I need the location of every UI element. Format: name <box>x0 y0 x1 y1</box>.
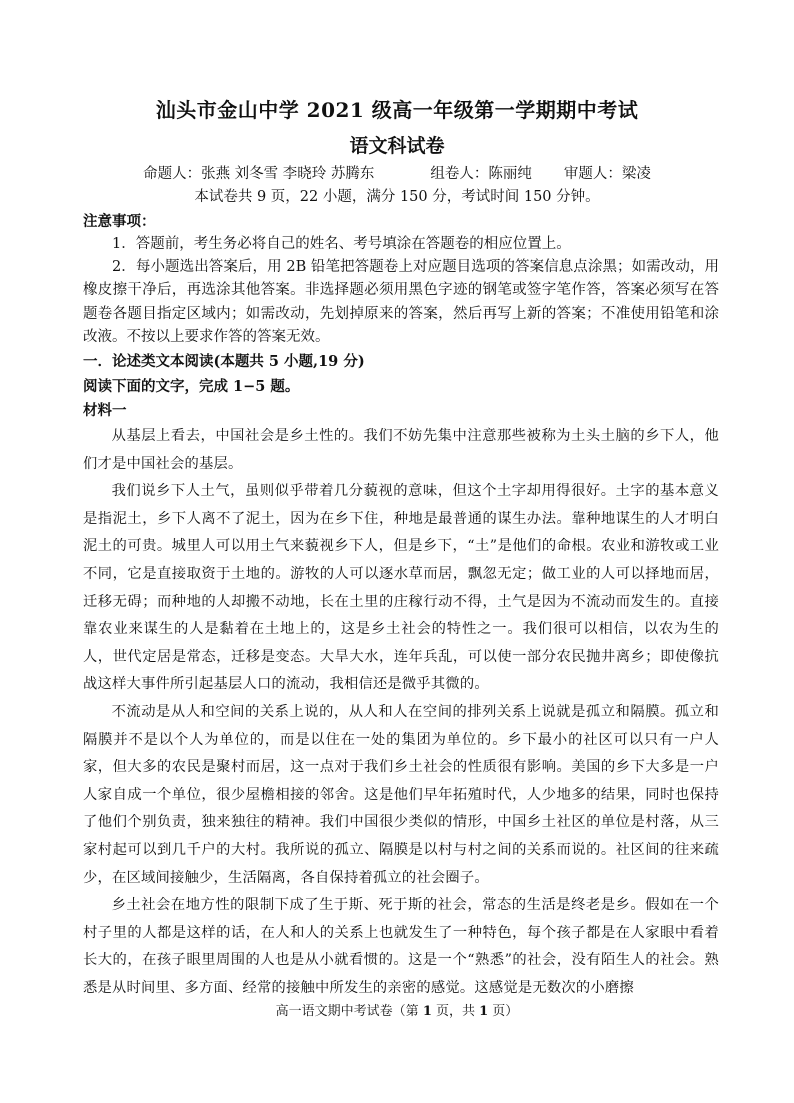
passage-paragraph: 乡土社会在地方性的限制下成了生于斯、死于斯的社会，常态的生活是终老是乡。假如在一个村子里的人都是这样的话，在人和人的关系上也就发生了一种特色，每个孩子都是在人家眼中看着长大的，在孩子眼里周围的人也是从小就看惯的。这是一个“熟悉”的社会，没有陌生人的社会。熟悉是从时间里、多方面、经常的接触中所发生的亲密的感觉。这感觉是无数次的小磨擦 <box>83 897 719 996</box>
exam-title: 汕头市金山中学 2021 级高一年级第一学期期中考试 <box>155 98 639 122</box>
staff-line <box>0 162 794 183</box>
exam-info: 本试卷共 9 页，22 小题，满分 150 分，考试时间 150 分钟。 <box>194 189 600 205</box>
page-footer <box>0 1000 794 1019</box>
footer-prefix: 高一语文期中考试卷（第 <box>275 1004 423 1019</box>
footer-middle: 页，共 <box>431 1004 480 1019</box>
section-heading: 一．论述类文本阅读(本题共 5 小题,19 分) <box>83 353 365 371</box>
exam-subtitle: 语文科试卷 <box>349 135 445 157</box>
notes-list <box>83 233 719 349</box>
section-instruction: 阅读下面的文字，完成 1−5 题。 <box>83 378 300 396</box>
reviewer: 审题人：梁凌 <box>563 166 651 182</box>
note-item: 2．每小题选出答案后，用 2B 铅笔把答题卷上对应题目选项的答案信息点涂黑；如需改动，用橡皮擦干净后，再选涂其他答案。非选择题必须用黑色字迹的钢笔或签字笔作答，答案必须写在答题卷各题目指定区域内；如需改动，先划掉原来的答案，然后再写上新的答案；不准使用铅笔和涂改液。不按以上要求作答的答案无效。 <box>83 259 719 345</box>
footer-suffix: 页） <box>488 1004 519 1019</box>
notes-heading: 注意事项： <box>83 213 156 230</box>
note-item: 1．答题前，考生务必将自己的姓名、考号填涂在答题卷的相应位置上。 <box>112 236 571 252</box>
passage-paragraph: 不流动是从人和空间的关系上说的，从人和人在空间的排列关系上说就是孤立和隔膜。孤立和隔膜并不是以个人为单位的，而是以住在一处的集团为单位的。乡下最小的社区可以只有一户人家，但大多的农民是聚村而居，这一点对于我们乡土社会的性质很有影响。美国的乡下大多是一户人家自成一个单位，很少屋檐相接的邻舍。这是他们早年拓殖时代，人少地多的结果，同时也保持了他们个别负责，独来独往的精神。我们中国很少类似的情形，中国乡土社区的单位是村落，从三家村起可以到几千户的大村。我所说的孤立、隔膜是以村与村之间的关系而说的。社区间的往来疏少，在区域间接触少，生活隔离，各自保持着孤立的社会圈子。 <box>83 703 719 886</box>
footer-page-number: 1 <box>422 1004 432 1019</box>
footer-total-pages: 1 <box>479 1004 489 1019</box>
exam-content <box>83 210 719 1002</box>
compiler: 组卷人：陈丽纯 <box>430 166 532 182</box>
material-label: 材料一 <box>83 402 127 420</box>
reading-passage <box>83 423 719 1002</box>
passage-paragraph: 我们说乡下人土气，虽则似乎带着几分藐视的意味，但这个土字却用得很好。土字的基本意义是指泥土，乡下人离不了泥土，因为在乡下住，种地是最普通的谋生办法。靠种地谋生的人才明白泥土的可贵。城里人可以用土气来藐视乡下人，但是乡下，“土”是他们的命根。农业和游牧或工业不同，它是直接取资于土地的。游牧的人可以逐水草而居，飘忽无定；做工业的人可以择地而居，迁移无碍；而种地的人却搬不动地，长在土里的庄稼行动不得，土气是因为不流动而发生的。直接靠农业来谋生的人是黏着在土地上的，这是乡土社会的特性之一。我们很可以相信，以农为生的人，世代定居是常态，迁移是变态。大旱大水，连年兵乱，可以使一部分农民抛井离乡；即使像抗战这样大事件所引起基层人口的流动，我相信还是微乎其微的。 <box>83 483 719 693</box>
passage-paragraph: 从基层上看去，中国社会是乡土性的。我们不妨先集中注意那些被称为土头土脑的乡下人，他们才是中国社会的基层。 <box>83 428 719 472</box>
setters: 命题人：张燕 刘冬雪 李晓玲 苏腾东 <box>143 166 375 182</box>
